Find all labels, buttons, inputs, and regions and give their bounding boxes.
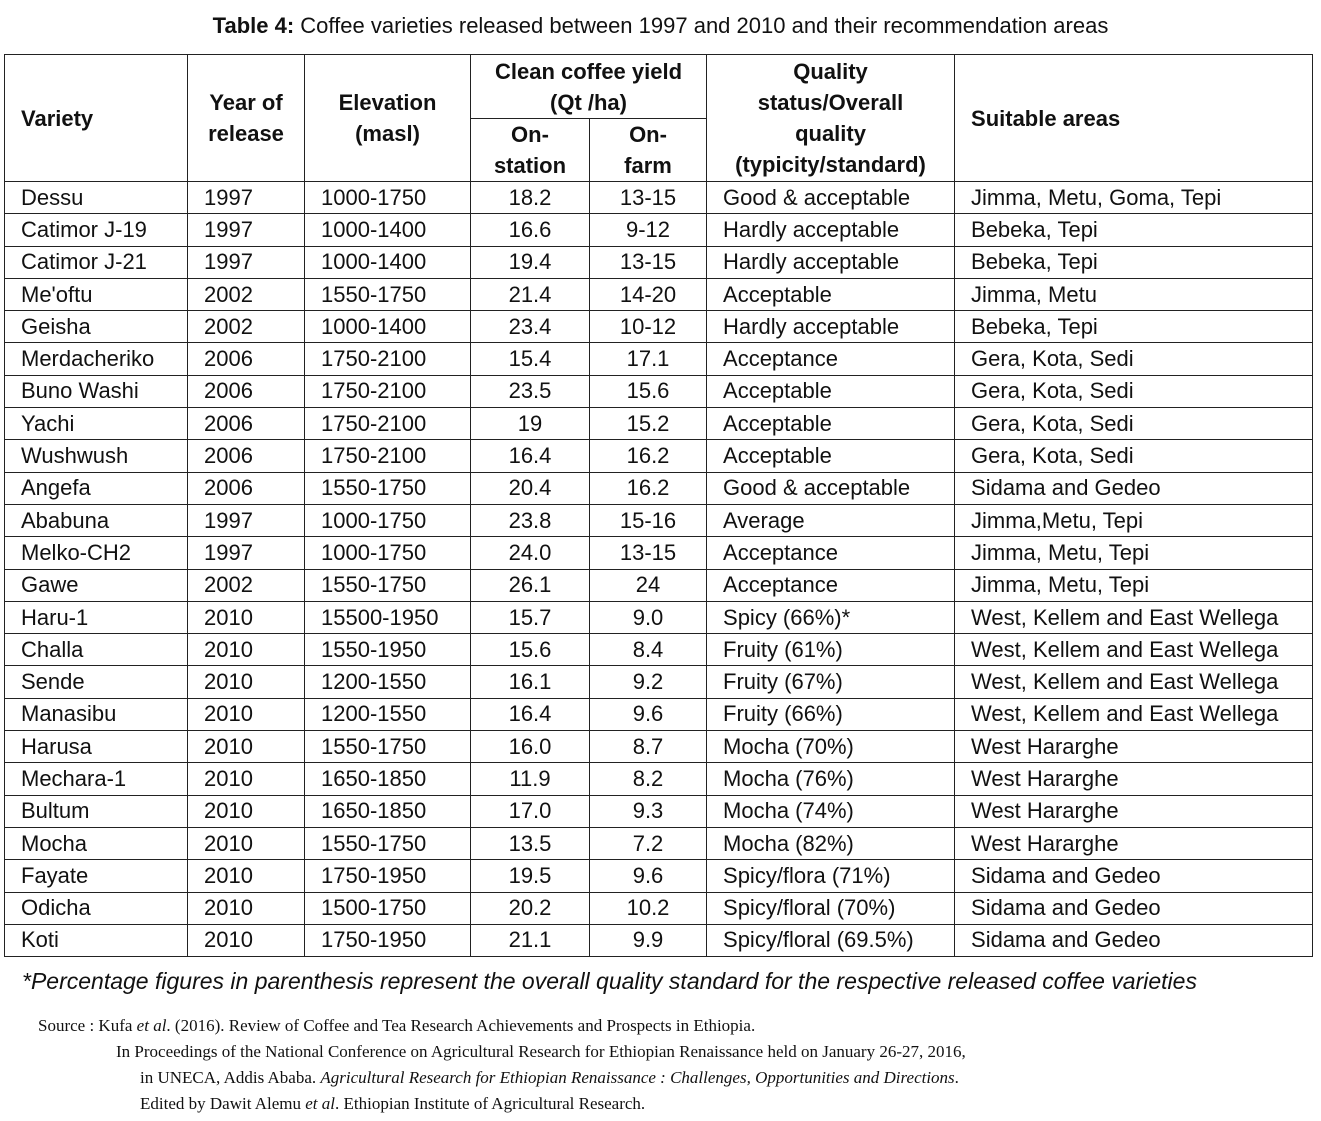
cell-quality: Hardly acceptable	[707, 214, 955, 246]
header-quality: Quality status/Overall quality (typicity/standard)	[707, 55, 955, 182]
cell-elevation: 1000-1400	[305, 214, 471, 246]
table-footnote: *Percentage figures in parenthesis represent the overall quality standard for the respective released coffee varieties	[22, 968, 1197, 994]
source-line-1: Source : Kufa et al. (2016). Review of Coffee and Tea Research Achievements and Prospects in Ethiopia.	[38, 1016, 756, 1035]
cell-quality: Acceptable	[707, 375, 955, 407]
cell-on-farm: 16.2	[590, 440, 707, 472]
cell-quality: Fruity (67%)	[707, 666, 955, 698]
cell-quality: Mocha (74%)	[707, 795, 955, 827]
cell-variety: Haru-1	[5, 601, 188, 633]
cell-quality: Mocha (76%)	[707, 763, 955, 795]
cell-on-farm: 13-15	[590, 537, 707, 569]
cell-variety: Catimor J-21	[5, 246, 188, 278]
cell-suitable-areas: Gera, Kota, Sedi	[955, 375, 1313, 407]
source-citation	[38, 1013, 1298, 1117]
cell-variety: Me'oftu	[5, 278, 188, 310]
cell-on-station: 18.2	[471, 182, 590, 214]
cell-variety: Bultum	[5, 795, 188, 827]
cell-on-station: 11.9	[471, 763, 590, 795]
cell-on-station: 16.0	[471, 731, 590, 763]
cell-on-farm: 9.6	[590, 860, 707, 892]
cell-elevation: 1000-1750	[305, 504, 471, 536]
cell-year: 2002	[188, 311, 305, 343]
cell-elevation: 1000-1750	[305, 182, 471, 214]
cell-quality: Spicy/floral (69.5%)	[707, 924, 955, 956]
cell-suitable-areas: Gera, Kota, Sedi	[955, 408, 1313, 440]
cell-on-station: 16.1	[471, 666, 590, 698]
cell-on-station: 20.4	[471, 472, 590, 504]
cell-suitable-areas: Sidama and Gedeo	[955, 472, 1313, 504]
cell-on-farm: 13-15	[590, 182, 707, 214]
table-row	[5, 182, 1313, 214]
cell-elevation: 1200-1550	[305, 666, 471, 698]
cell-year: 1997	[188, 246, 305, 278]
cell-on-farm: 14-20	[590, 278, 707, 310]
header-suitable-areas: Suitable areas	[955, 55, 1313, 182]
header-on-station: On- station	[471, 119, 590, 182]
cell-on-station: 24.0	[471, 537, 590, 569]
cell-variety: Melko-CH2	[5, 537, 188, 569]
cell-suitable-areas: Bebeka, Tepi	[955, 214, 1313, 246]
table-title	[0, 12, 1321, 40]
cell-on-station: 20.2	[471, 892, 590, 924]
cell-on-farm: 24	[590, 569, 707, 601]
cell-on-station: 19.5	[471, 860, 590, 892]
cell-quality: Average	[707, 504, 955, 536]
cell-on-farm: 9.9	[590, 924, 707, 956]
cell-variety: Dessu	[5, 182, 188, 214]
cell-year: 2002	[188, 569, 305, 601]
table-row	[5, 569, 1313, 601]
cell-year: 2010	[188, 634, 305, 666]
table-row	[5, 504, 1313, 536]
cell-on-farm: 7.2	[590, 827, 707, 859]
cell-variety: Odicha	[5, 892, 188, 924]
cell-on-station: 21.4	[471, 278, 590, 310]
cell-suitable-areas: West Hararghe	[955, 795, 1313, 827]
cell-elevation: 1750-2100	[305, 408, 471, 440]
cell-year: 2006	[188, 343, 305, 375]
cell-variety: Buno Washi	[5, 375, 188, 407]
cell-suitable-areas: West, Kellem and East Wellega	[955, 601, 1313, 633]
table-row	[5, 214, 1313, 246]
cell-on-farm: 15.6	[590, 375, 707, 407]
cell-elevation: 1750-1950	[305, 860, 471, 892]
cell-on-farm: 15.2	[590, 408, 707, 440]
cell-quality: Acceptance	[707, 343, 955, 375]
cell-on-farm: 16.2	[590, 472, 707, 504]
coffee-varieties-table	[4, 54, 1313, 957]
table-title-label: Table 4:	[212, 13, 295, 38]
cell-on-station: 26.1	[471, 569, 590, 601]
cell-year: 2010	[188, 860, 305, 892]
cell-on-farm: 15-16	[590, 504, 707, 536]
cell-variety: Wushwush	[5, 440, 188, 472]
table-row	[5, 537, 1313, 569]
header-elevation: Elevation (masl)	[305, 55, 471, 182]
cell-year: 2010	[188, 666, 305, 698]
cell-quality: Good & acceptable	[707, 472, 955, 504]
cell-variety: Fayate	[5, 860, 188, 892]
cell-suitable-areas: Jimma, Metu, Tepi	[955, 537, 1313, 569]
table-row	[5, 860, 1313, 892]
table-row	[5, 892, 1313, 924]
table-row	[5, 634, 1313, 666]
cell-quality: Hardly acceptable	[707, 246, 955, 278]
cell-suitable-areas: West, Kellem and East Wellega	[955, 666, 1313, 698]
cell-quality: Spicy/flora (71%)	[707, 860, 955, 892]
cell-variety: Ababuna	[5, 504, 188, 536]
cell-year: 2006	[188, 408, 305, 440]
cell-year: 2010	[188, 795, 305, 827]
cell-on-farm: 9.3	[590, 795, 707, 827]
cell-suitable-areas: Gera, Kota, Sedi	[955, 440, 1313, 472]
cell-on-station: 19	[471, 408, 590, 440]
cell-quality: Spicy/floral (70%)	[707, 892, 955, 924]
cell-on-farm: 10.2	[590, 892, 707, 924]
cell-variety: Harusa	[5, 731, 188, 763]
cell-on-farm: 8.4	[590, 634, 707, 666]
table-row	[5, 375, 1313, 407]
cell-variety: Merdacheriko	[5, 343, 188, 375]
header-year: Year of release	[188, 55, 305, 182]
cell-elevation: 1750-2100	[305, 375, 471, 407]
cell-elevation: 1550-1950	[305, 634, 471, 666]
cell-elevation: 1550-1750	[305, 278, 471, 310]
cell-elevation: 1000-1750	[305, 537, 471, 569]
table-row	[5, 924, 1313, 956]
cell-year: 1997	[188, 504, 305, 536]
cell-on-farm: 10-12	[590, 311, 707, 343]
cell-elevation: 1750-2100	[305, 343, 471, 375]
table-title-text: Coffee varieties released between 1997 and 2010 and their recommendation areas	[300, 13, 1109, 38]
cell-elevation: 1000-1400	[305, 311, 471, 343]
cell-year: 2010	[188, 763, 305, 795]
table-row	[5, 795, 1313, 827]
cell-quality: Acceptance	[707, 537, 955, 569]
header-clean-coffee-yield: Clean coffee yield (Qt /ha)	[471, 55, 707, 119]
table-row	[5, 408, 1313, 440]
cell-year: 2002	[188, 278, 305, 310]
cell-variety: Mechara-1	[5, 763, 188, 795]
cell-suitable-areas: West Hararghe	[955, 827, 1313, 859]
cell-elevation: 15500-1950	[305, 601, 471, 633]
cell-on-station: 15.7	[471, 601, 590, 633]
cell-year: 2010	[188, 601, 305, 633]
cell-variety: Manasibu	[5, 698, 188, 730]
cell-suitable-areas: Bebeka, Tepi	[955, 246, 1313, 278]
cell-variety: Koti	[5, 924, 188, 956]
cell-on-station: 15.4	[471, 343, 590, 375]
cell-elevation: 1650-1850	[305, 795, 471, 827]
cell-elevation: 1000-1400	[305, 246, 471, 278]
cell-suitable-areas: Sidama and Gedeo	[955, 924, 1313, 956]
cell-elevation: 1500-1750	[305, 892, 471, 924]
table-row	[5, 763, 1313, 795]
cell-year: 1997	[188, 537, 305, 569]
cell-elevation: 1550-1750	[305, 472, 471, 504]
cell-quality: Mocha (82%)	[707, 827, 955, 859]
cell-quality: Hardly acceptable	[707, 311, 955, 343]
cell-year: 2010	[188, 924, 305, 956]
cell-quality: Spicy (66%)*	[707, 601, 955, 633]
cell-variety: Geisha	[5, 311, 188, 343]
cell-on-station: 23.8	[471, 504, 590, 536]
cell-suitable-areas: Sidama and Gedeo	[955, 860, 1313, 892]
cell-suitable-areas: Jimma, Metu, Tepi	[955, 569, 1313, 601]
cell-variety: Challa	[5, 634, 188, 666]
table-row	[5, 601, 1313, 633]
cell-year: 2006	[188, 440, 305, 472]
cell-quality: Good & acceptable	[707, 182, 955, 214]
cell-on-farm: 9.6	[590, 698, 707, 730]
cell-elevation: 1550-1750	[305, 569, 471, 601]
cell-quality: Acceptable	[707, 440, 955, 472]
cell-variety: Catimor J-19	[5, 214, 188, 246]
cell-elevation: 1200-1550	[305, 698, 471, 730]
source-line-4: Edited by Dawit Alemu et al. Ethiopian Institute of Agricultural Research.	[140, 1094, 646, 1113]
cell-elevation: 1750-2100	[305, 440, 471, 472]
cell-elevation: 1650-1850	[305, 763, 471, 795]
table-row	[5, 731, 1313, 763]
cell-year: 2010	[188, 698, 305, 730]
cell-on-farm: 9-12	[590, 214, 707, 246]
cell-on-farm: 8.7	[590, 731, 707, 763]
cell-year: 2010	[188, 827, 305, 859]
cell-on-station: 23.5	[471, 375, 590, 407]
cell-variety: Sende	[5, 666, 188, 698]
table-row	[5, 827, 1313, 859]
cell-on-station: 19.4	[471, 246, 590, 278]
cell-on-farm: 13-15	[590, 246, 707, 278]
cell-on-farm: 9.2	[590, 666, 707, 698]
table-row	[5, 343, 1313, 375]
table-header	[5, 55, 1313, 182]
table-row	[5, 278, 1313, 310]
cell-suitable-areas: West Hararghe	[955, 763, 1313, 795]
table-row	[5, 472, 1313, 504]
table-row	[5, 246, 1313, 278]
header-on-farm: On- farm	[590, 119, 707, 182]
cell-on-station: 16.4	[471, 440, 590, 472]
cell-suitable-areas: West Hararghe	[955, 731, 1313, 763]
cell-elevation: 1550-1750	[305, 827, 471, 859]
cell-year: 2006	[188, 472, 305, 504]
cell-year: 2010	[188, 892, 305, 924]
cell-on-station: 15.6	[471, 634, 590, 666]
cell-quality: Acceptance	[707, 569, 955, 601]
table-row	[5, 698, 1313, 730]
cell-suitable-areas: Gera, Kota, Sedi	[955, 343, 1313, 375]
cell-quality: Mocha (70%)	[707, 731, 955, 763]
cell-on-station: 17.0	[471, 795, 590, 827]
cell-quality: Acceptable	[707, 408, 955, 440]
cell-on-station: 13.5	[471, 827, 590, 859]
source-line-2: In Proceedings of the National Conference on Agricultural Research for Ethiopian Renaissance held on January 26-27, 2016,	[116, 1042, 966, 1061]
cell-suitable-areas: Jimma, Metu	[955, 278, 1313, 310]
source-line-3: in UNECA, Addis Ababa. Agricultural Research for Ethiopian Renaissance : Challenges, Opportunities and Directions.	[140, 1068, 959, 1087]
cell-year: 2010	[188, 731, 305, 763]
cell-variety: Gawe	[5, 569, 188, 601]
cell-quality: Fruity (61%)	[707, 634, 955, 666]
cell-on-farm: 8.2	[590, 763, 707, 795]
cell-suitable-areas: Jimma,Metu, Tepi	[955, 504, 1313, 536]
cell-suitable-areas: Bebeka, Tepi	[955, 311, 1313, 343]
header-variety: Variety	[5, 55, 188, 182]
cell-quality: Acceptable	[707, 278, 955, 310]
cell-suitable-areas: Jimma, Metu, Goma, Tepi	[955, 182, 1313, 214]
table-row	[5, 311, 1313, 343]
cell-on-station: 16.6	[471, 214, 590, 246]
cell-on-station: 23.4	[471, 311, 590, 343]
cell-year: 2006	[188, 375, 305, 407]
table-row	[5, 440, 1313, 472]
cell-variety: Mocha	[5, 827, 188, 859]
cell-on-station: 21.1	[471, 924, 590, 956]
cell-on-farm: 9.0	[590, 601, 707, 633]
cell-on-station: 16.4	[471, 698, 590, 730]
table-body	[5, 182, 1313, 957]
cell-elevation: 1750-1950	[305, 924, 471, 956]
cell-variety: Angefa	[5, 472, 188, 504]
cell-suitable-areas: West, Kellem and East Wellega	[955, 634, 1313, 666]
cell-variety: Yachi	[5, 408, 188, 440]
table-row	[5, 666, 1313, 698]
cell-on-farm: 17.1	[590, 343, 707, 375]
cell-elevation: 1550-1750	[305, 731, 471, 763]
cell-year: 1997	[188, 182, 305, 214]
cell-quality: Fruity (66%)	[707, 698, 955, 730]
cell-year: 1997	[188, 214, 305, 246]
cell-suitable-areas: Sidama and Gedeo	[955, 892, 1313, 924]
cell-suitable-areas: West, Kellem and East Wellega	[955, 698, 1313, 730]
